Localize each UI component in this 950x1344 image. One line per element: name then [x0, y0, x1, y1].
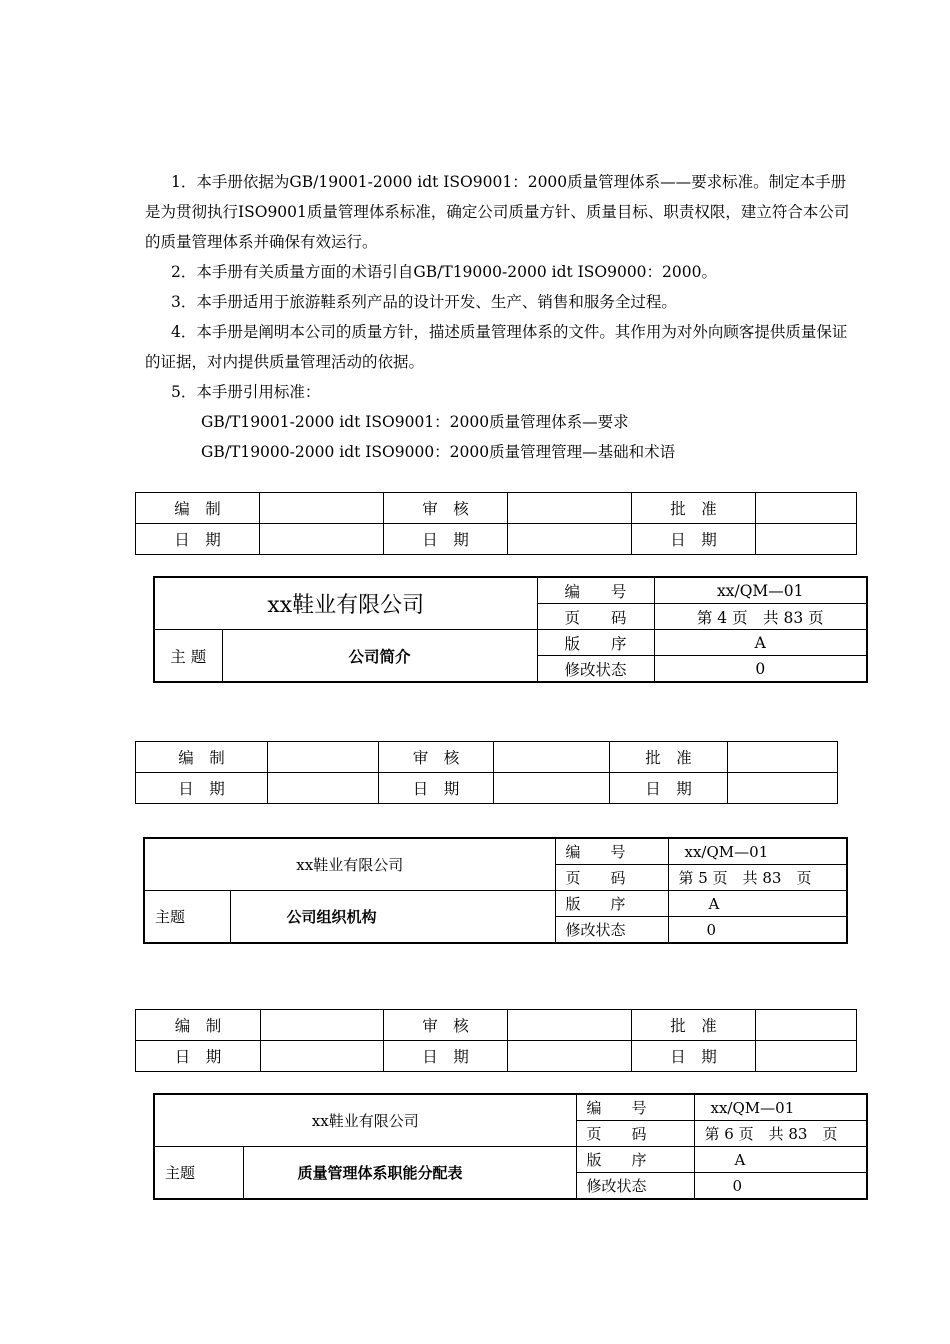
subject-title: 公司组织机构	[230, 891, 555, 944]
review-label: 审 核	[384, 493, 508, 524]
date-label: 日 期	[384, 524, 508, 555]
intro-paragraph-1: 1．本手册依据为GB/19001-2000 idt ISO9001：2000质量管理体系——要求标准。制定本手册是为贯彻执行ISO9001质量管理体系标准，确定公司质量方针、质量目标、职责权限，建立符合本公司的质量管理体系并确保有效运行。	[145, 173, 850, 251]
page-label: 页 码	[555, 865, 668, 891]
intro-paragraph-2: 2．本手册有关质量方面的术语引自GB/T19000-2000 idt ISO9000：2000。	[171, 263, 717, 281]
version-value: A	[694, 1147, 867, 1173]
version-label: 版 序	[576, 1147, 694, 1173]
date-value[interactable]	[728, 773, 838, 804]
document-header-2	[143, 837, 848, 944]
company-name: xx鞋业有限公司	[144, 838, 555, 891]
subject-label: 主 题	[154, 630, 222, 683]
review-value[interactable]	[494, 742, 610, 773]
page-label: 页 码	[576, 1121, 694, 1147]
status-label: 修改状态	[537, 656, 654, 683]
compile-label: 编 制	[136, 742, 268, 773]
status-value: 0	[668, 917, 847, 944]
date-label: 日 期	[136, 773, 268, 804]
compile-label: 编 制	[136, 1010, 261, 1041]
approve-value[interactable]	[756, 1010, 857, 1041]
subject-label: 主题	[154, 1147, 243, 1200]
reference-standard-2: GB/T19000-2000 idt ISO9000：2000质量管理管理—基础和术语	[201, 443, 676, 461]
compile-value[interactable]	[260, 493, 384, 524]
number-value: xx/QM—01	[654, 577, 867, 604]
page-value: 第 6 页 共 83 页	[694, 1121, 867, 1147]
signoff-table-3	[135, 1009, 857, 1072]
approve-value[interactable]	[756, 493, 857, 524]
status-value: 0	[654, 656, 867, 683]
review-value[interactable]	[508, 493, 632, 524]
review-label: 审 核	[384, 1010, 508, 1041]
date-value[interactable]	[756, 1041, 857, 1072]
approve-value[interactable]	[728, 742, 838, 773]
status-label: 修改状态	[555, 917, 668, 944]
document-header-3	[153, 1093, 868, 1200]
date-value[interactable]	[261, 1041, 384, 1072]
approve-label: 批 准	[632, 1010, 756, 1041]
date-label: 日 期	[379, 773, 494, 804]
compile-value[interactable]	[268, 742, 379, 773]
intro-paragraph-5: 5．本手册引用标准：	[171, 383, 321, 401]
date-value[interactable]	[508, 1041, 632, 1072]
intro-paragraph-4: 4．本手册是阐明本公司的质量方针，描述质量管理体系的文件。其作用为对外向顾客提供质量保证的证据，对内提供质量管理活动的依据。	[145, 323, 848, 371]
compile-label: 编 制	[136, 493, 260, 524]
number-label: 编 号	[537, 577, 654, 604]
number-value: xx/QM—01	[668, 838, 847, 865]
date-label: 日 期	[632, 524, 756, 555]
review-value[interactable]	[508, 1010, 632, 1041]
reference-standard-1: GB/T19001-2000 idt ISO9001：2000质量管理体系—要求	[201, 413, 629, 431]
date-value[interactable]	[756, 524, 857, 555]
date-value[interactable]	[260, 524, 384, 555]
version-label: 版 序	[555, 891, 668, 917]
approve-label: 批 准	[610, 742, 728, 773]
date-label: 日 期	[136, 1041, 261, 1072]
status-label: 修改状态	[576, 1173, 694, 1200]
page-value: 第 5 页 共 83 页	[668, 865, 847, 891]
version-value: A	[668, 891, 847, 917]
page-value: 第 4 页 共 83 页	[654, 604, 867, 630]
number-label: 编 号	[576, 1094, 694, 1121]
signoff-table-2	[135, 741, 838, 804]
number-value: xx/QM—01	[694, 1094, 867, 1121]
intro-paragraph-3: 3．本手册适用于旅游鞋系列产品的设计开发、生产、销售和服务全过程。	[171, 293, 677, 311]
date-value[interactable]	[508, 524, 632, 555]
date-label: 日 期	[384, 1041, 508, 1072]
number-label: 编 号	[555, 838, 668, 865]
company-name: xx鞋业有限公司	[154, 1094, 576, 1147]
date-value[interactable]	[494, 773, 610, 804]
compile-value[interactable]	[261, 1010, 384, 1041]
status-value: 0	[694, 1173, 867, 1200]
date-label: 日 期	[610, 773, 728, 804]
date-label: 日 期	[632, 1041, 756, 1072]
subject-title: 质量管理体系职能分配表	[243, 1147, 576, 1200]
approve-label: 批 准	[632, 493, 756, 524]
version-value: A	[654, 630, 867, 656]
page-label: 页 码	[537, 604, 654, 630]
version-label: 版 序	[537, 630, 654, 656]
date-value[interactable]	[268, 773, 379, 804]
subject-label: 主题	[144, 891, 230, 944]
date-label: 日 期	[136, 524, 260, 555]
document-header-1	[153, 576, 868, 683]
review-label: 审 核	[379, 742, 494, 773]
company-name: xx鞋业有限公司	[154, 577, 537, 630]
subject-title: 公司简介	[222, 630, 537, 683]
signoff-table-1	[135, 492, 857, 555]
